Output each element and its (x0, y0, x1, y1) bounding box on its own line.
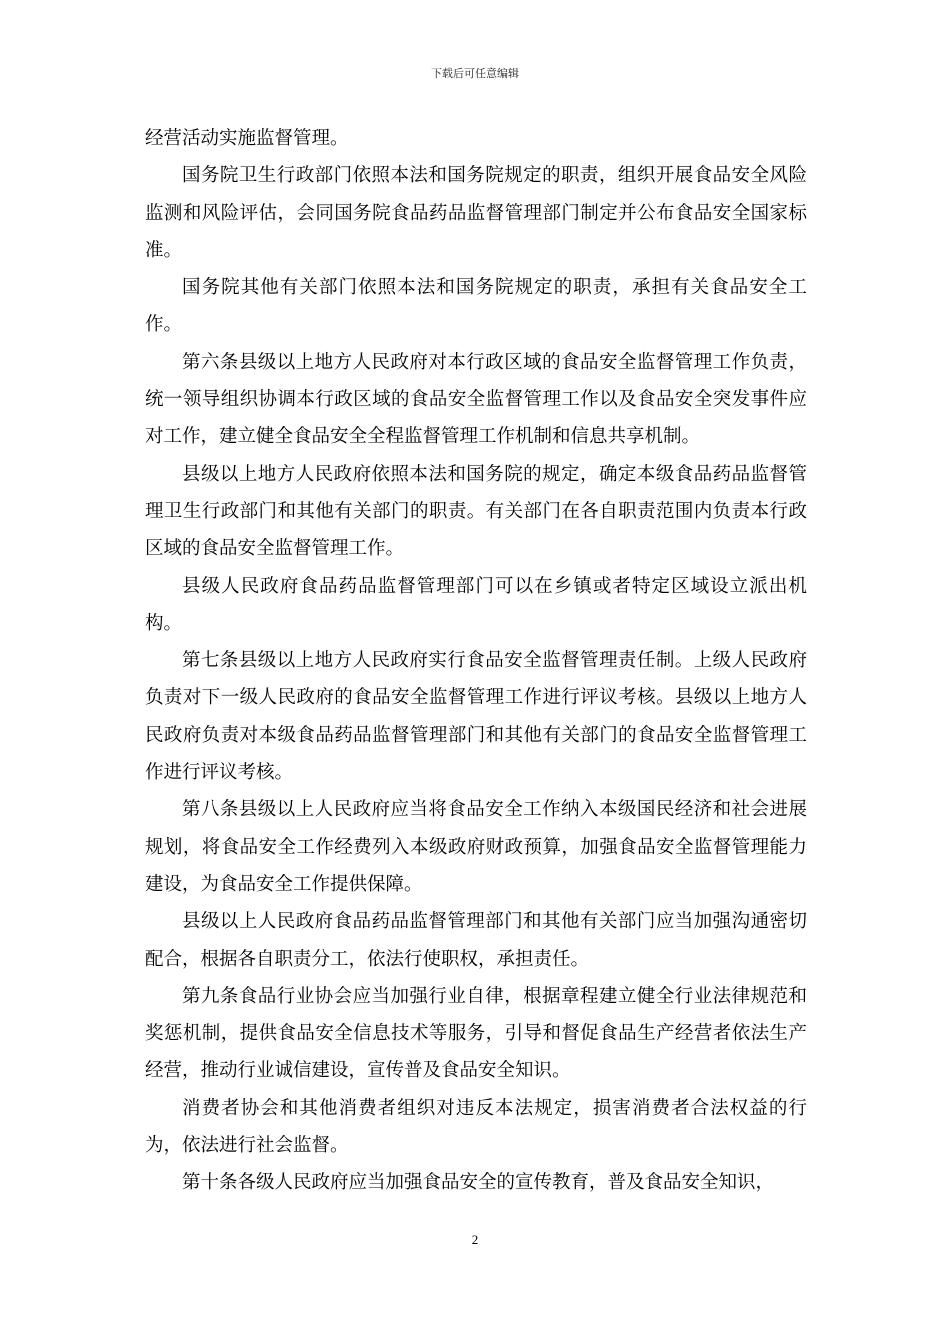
page-number: 2 (471, 1232, 479, 1247)
paragraph-12: 第十条各级人民政府应当加强食品安全的宣传教育，普及食品安全知识， (182, 1172, 775, 1194)
paragraph-11: 消费者协会和其他消费者组织对违反本法规定，损害消费者合法权益的行为，依法进行社会监督。 (145, 1097, 807, 1157)
paragraph-5: 县级以上地方人民政府依照本法和国务院的规定，确定本级食品药品监督管理卫生行政部门和其他有关部门的职责。有关部门在各自职责范围内负责本行政区域的食品安全监督管理工作。 (145, 463, 807, 560)
document-body (145, 120, 807, 1202)
page-header-note: 下载后可任意编辑 (431, 67, 519, 80)
paragraph-1: 经营活动实施监督管理。 (145, 128, 349, 149)
paragraph-7: 第七条县级以上地方人民政府实行食品安全监督管理责任制。上级人民政府负责对下一级人民政府的食品安全监督管理工作进行评议考核。县级以上地方人民政府负责对本级食品药品监督管理部门和其他有关部门的食品安全监督管理工作进行评议考核。 (145, 650, 807, 784)
paragraph-8: 第八条县级以上人民政府应当将食品安全工作纳入本级国民经济和社会进展规划，将食品安全工作经费列入本级政府财政预算，加强食品安全监督管理能力建设，为食品安全工作提供保障。 (145, 799, 807, 895)
paragraph-4: 第六条县级以上地方人民政府对本行政区域的食品安全监督管理工作负责，统一领导组织协调本行政区域的食品安全监督管理工作以及食品安全突发事件应对工作，建立健全食品安全全程监督管理工作机制和信息共享机制。 (145, 351, 807, 448)
paragraph-3: 国务院其他有关部门依照本法和国务院规定的职责，承担有关食品安全工作。 (145, 277, 807, 336)
paragraph-6: 县级人民政府食品药品监督管理部门可以在乡镇或者特定区域设立派出机构。 (145, 575, 807, 634)
paragraph-2: 国务院卫生行政部门依照本法和国务院规定的职责，组织开展食品安全风险监测和风险评估，会同国务院食品药品监督管理部门制定并公布食品安全国家标准。 (145, 165, 807, 261)
paragraph-10: 第九条食品行业协会应当加强行业自律，根据章程建立健全行业法律规范和奖惩机制，提供食品安全信息技术等服务，引导和督促食品生产经营者依法生产经营，推动行业诚信建设，宣传普及食品安全知识。 (145, 985, 807, 1082)
paragraph-9: 县级以上人民政府食品药品监督管理部门和其他有关部门应当加强沟通密切配合，根据各自职责分工，依法行使职权，承担责任。 (145, 911, 807, 970)
